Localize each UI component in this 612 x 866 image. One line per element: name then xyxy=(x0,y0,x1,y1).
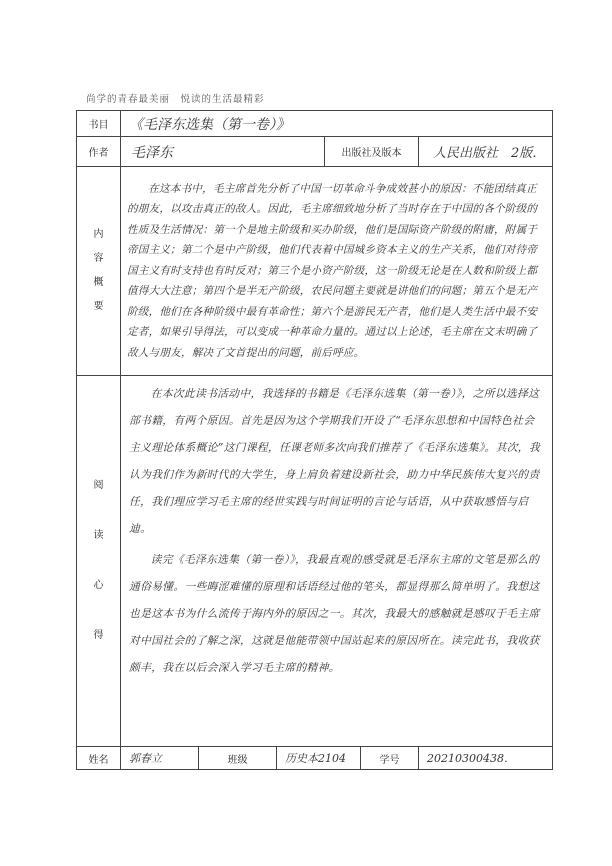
reflection-paragraph-1: 在本次此读书活动中，我选择的书籍是《毛泽东选集（第一卷）》，之所以选择这部书籍，有两个原因。首先是因为这个学期我们开设了“毛泽东思想和中国特色社会主义理论体系概论”这门课程，任课老师多次向我们推荐了《毛泽东选集》。其次，我认为我们作为新时代的大学生，身上肩负着建设新社会，助力中华民族伟大复兴的责任，我们理应学习毛主席的经世实践与时间证明的言论与话语，从中获取感悟与启迪。 xyxy=(129,387,541,535)
class-label: 班级 xyxy=(199,747,277,770)
reflection-paragraph-2: 读完《毛泽东选集（第一卷）》，我最直观的感受就是毛泽东主席的文笔是那么的通俗易懂。一些晦涩难懂的原理和话语经过他的笔头，都显得那么简单明了。我想这也是这本书为什么流传于海内外的原因之一。其次，我最大的感触就是感叹于毛主席对中国社会的了解之深，这就是他能带领中国站起来的原因所在。读完此书，我收获颇丰，我在以后会深入学习毛主席的精神。 xyxy=(129,553,540,674)
name-label: 姓名 xyxy=(77,747,121,770)
summary-text: 在这本书中，毛主席首先分析了中国一切革命斗争成效甚小的原因：不能团结真正的朋友，以攻击真正的敌人。因此，毛主席细致地分析了当时存在于中国的各个阶级的性质及生活情况：第一个是地主阶级和买办阶级，他们是国际资产阶级的附庸，附属于帝国主义；第二个是中产阶级，他们代表着中国城乡资本主义的生产关系，他们对待帝国主义有时支持也有时反对；第三个是小资产阶级，这一阶级无论是在人数和阶级上都值得大大注意；第四个是半无产阶级，农民问题主要就是讲他们的问题；第五个是无产阶级，他们在各种阶级中最有革命性；第六个是游民无产者，他们是人类生活中最不安定者，如果引导得法，可以变成一种革命力量的。通过以上论述，毛主席在文末明确了敌人与朋友，解决了文首提出的问题，前后呼应。 xyxy=(121,167,553,376)
reflection-text xyxy=(121,376,553,747)
publisher-value: 人民出版社 2版． xyxy=(419,137,553,167)
student-id-value: 20210300438． xyxy=(419,747,553,770)
title-label: 书目 xyxy=(77,111,121,137)
author-label: 作者 xyxy=(77,137,121,167)
publisher-label: 出版社及版本 xyxy=(325,137,419,167)
header-slogan: 尚学的青春最美丽 悦读的生活最精彩 xyxy=(86,94,265,105)
name-value: 郭春立 xyxy=(121,747,199,770)
summary-label: 内 容 概 要 xyxy=(77,167,121,376)
student-id-label: 学号 xyxy=(361,747,419,770)
author-value: 毛泽东 xyxy=(121,137,325,167)
class-value: 历史本2104 xyxy=(277,747,361,770)
reflection-label: 阅 读 心 得 xyxy=(77,376,121,747)
reading-record-form xyxy=(76,110,553,770)
title-value: 《毛泽东选集（第一卷）》 xyxy=(121,111,553,137)
